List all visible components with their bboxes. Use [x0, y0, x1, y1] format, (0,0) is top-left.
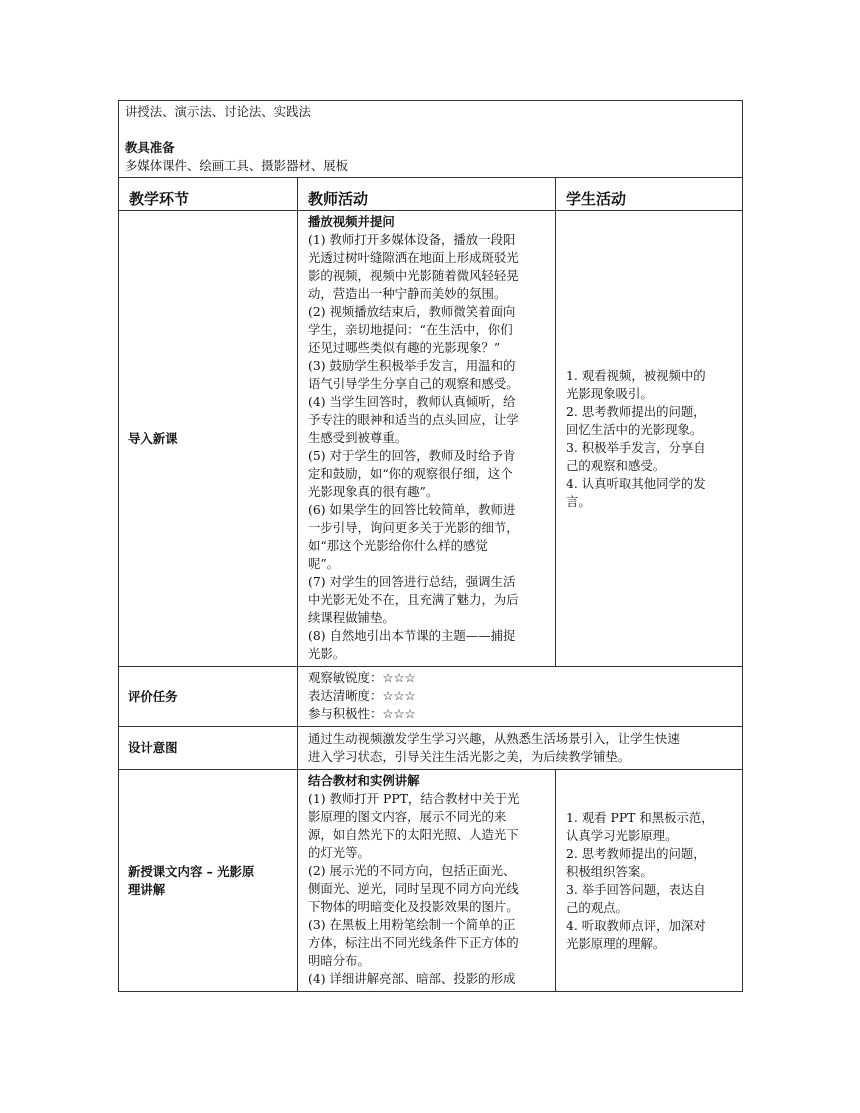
intro-teacher-line: 学生，亲切地提问：“在生活中，你们 [308, 322, 513, 337]
evaluation-item-name: 参与积极性： [308, 706, 383, 721]
lesson-teacher-line: 下物体的明暗变化及投影效果的图片。 [308, 899, 519, 914]
intro-teacher-line: (7) 对学生的回答进行总结，强调生活 [308, 574, 516, 589]
intro-teacher-line: 续课程做铺垫。 [308, 610, 395, 625]
intro-teacher-line: 语气引导学生分享自己的观察和感受。 [308, 376, 519, 391]
lesson-label-line: 理讲解 [128, 881, 166, 897]
intro-teacher-line: 光影。 [308, 646, 346, 661]
intro-teacher-line: 如“那这个光影给你什么样的感觉 [308, 538, 488, 553]
intro-label: 导入新课 [119, 211, 298, 667]
lesson-teacher-line: (3) 在黑板上用粉笔绘制一个简单的正 [308, 917, 516, 932]
intro-teacher-line: 一步引导，询问更多关于光影的细节， [308, 520, 519, 535]
intro-student-cell [556, 211, 743, 667]
intro-teacher-line: (3) 鼓励学生积极举手发言，用温和的 [308, 358, 516, 373]
intro-teacher-title: 播放视频并提问 [308, 214, 395, 229]
lesson-student-line: 认真学习光影原理。 [566, 827, 678, 843]
evaluation-items [308, 669, 732, 723]
intro-teacher-line: (2) 视频播放结束后，教师微笑着面向 [308, 304, 516, 319]
evaluation-item-name: 观察敏锐度： [308, 670, 383, 685]
intro-student-line: 言。 [566, 493, 591, 509]
intro-teacher-line: 呢”。 [308, 556, 340, 571]
intro-teacher-line: 动，营造出一种宁静而美妙的氛围。 [308, 286, 507, 301]
design-lines [308, 730, 732, 766]
lesson-teacher-lines [308, 790, 545, 988]
evaluation-item-name: 表达清晰度： [308, 688, 383, 703]
intro-teacher-line: 光影现象真的很有趣”。 [308, 484, 439, 499]
header-stage: 教学环节 [119, 178, 298, 211]
intro-teacher-lines [308, 231, 545, 663]
intro-teacher-line: 中光影无处不在，且充满了魅力，为后 [308, 592, 519, 607]
intro-student-line: 1. 观看视频，被视频中的 [566, 367, 706, 383]
intro-student-line: 2. 思考教师提出的问题， [566, 403, 706, 419]
methods-text: 讲授法、演示法、讨论法、实践法 [125, 104, 311, 119]
lesson-plan-table [118, 100, 743, 992]
header-student: 学生活动 [556, 178, 743, 211]
evaluation-label: 评价任务 [119, 667, 298, 727]
star-rating: ☆☆☆ [382, 670, 416, 685]
lesson-teacher-line: 方体，标注出不同光线条件下正方体的 [308, 935, 519, 950]
lesson-teacher-cell [298, 770, 556, 992]
header-teacher: 教师活动 [298, 178, 556, 211]
evaluation-cell [298, 667, 743, 727]
lesson-student-line: 3. 举手回答问题，表达自 [566, 881, 706, 897]
lesson-teacher-line: 侧面光、逆光，同时呈现不同方向光线 [308, 881, 519, 896]
intro-student-lines [566, 367, 732, 511]
intro-teacher-line: (4) 当学生回答时，教师认真倾听，给 [308, 394, 516, 409]
lesson-student-line: 2. 思考教师提出的问题， [566, 845, 706, 861]
intro-teacher-line: (1) 教师打开多媒体设备，播放一段阳 [308, 232, 516, 247]
lesson-row [119, 770, 743, 992]
intro-student-line: 光影现象吸引。 [566, 385, 653, 401]
lesson-teacher-line: 的灯光等。 [308, 845, 370, 860]
lesson-teacher-line: 源，如自然光下的太阳光照、人造光下 [308, 827, 519, 842]
lesson-teacher-line: 明暗分布。 [308, 953, 370, 968]
intro-teacher-line: (5) 对于学生的回答，教师及时给予肯 [308, 448, 516, 463]
lesson-student-cell [556, 770, 743, 992]
intro-student-line: 4. 认真听取其他同学的发 [566, 475, 706, 491]
intro-teacher-line: 还见过哪些类似有趣的光影现象？” [308, 340, 501, 355]
lesson-teacher-line: (1) 教师打开 PPT，结合教材中关于光 [308, 791, 520, 806]
lesson-teacher-line: (2) 展示光的不同方向，包括正面光、 [308, 863, 516, 878]
lesson-student-line: 光影原理的理解。 [566, 935, 666, 951]
design-line: 进入学习状态，引导关注生活光影之美，为后续教学铺垫。 [308, 748, 631, 764]
lesson-teacher-title: 结合教材和实例讲解 [308, 773, 420, 788]
header-row [119, 178, 743, 211]
methods-row [119, 101, 743, 178]
intro-teacher-line: 光透过树叶缝隙洒在地面上形成斑驳光 [308, 250, 519, 265]
intro-row [119, 211, 743, 667]
intro-student-line: 己的观察和感受。 [566, 457, 666, 473]
design-row [119, 727, 743, 770]
lesson-teacher-line: 影原理的图文内容，展示不同光的来 [308, 809, 507, 824]
evaluation-item [308, 687, 732, 705]
lesson-label-lines [128, 863, 292, 899]
lesson-student-line: 积极组织答案。 [566, 863, 653, 879]
intro-teacher-line: 生感受到被尊重。 [308, 430, 408, 445]
intro-teacher-line: 定和鼓励，如“你的观察很仔细，这个 [308, 466, 513, 481]
intro-teacher-line: 予专注的眼神和适当的点头回应，让学 [308, 412, 519, 427]
intro-student-line: 3. 积极举手发言，分享自 [566, 439, 706, 455]
evaluation-item [308, 705, 732, 723]
tools-heading: 教具准备 [125, 140, 175, 155]
design-label: 设计意图 [119, 727, 298, 770]
intro-teacher-line: (8) 自然地引出本节课的主题——捕捉 [308, 628, 516, 643]
star-rating: ☆☆☆ [382, 706, 416, 721]
methods-cell [119, 101, 743, 178]
design-cell [298, 727, 743, 770]
lesson-teacher-line: (4) 详细讲解亮部、暗部、投影的形成 [308, 971, 516, 986]
lesson-student-line: 己的观点。 [566, 899, 628, 915]
lesson-label [119, 770, 298, 992]
intro-student-line: 回忆生活中的光影现象。 [566, 421, 703, 437]
evaluation-row [119, 667, 743, 727]
intro-teacher-line: 影的视频，视频中光影随着微风轻轻晃 [308, 268, 519, 283]
lesson-student-line: 1. 观看 PPT 和黑板示范， [566, 809, 714, 825]
evaluation-item [308, 669, 732, 687]
intro-teacher-cell [298, 211, 556, 667]
lesson-label-line: 新授课文内容 – 光影原 [128, 863, 255, 879]
lesson-student-line: 4. 听取教师点评，加深对 [566, 917, 706, 933]
intro-teacher-line: (6) 如果学生的回答比较简单，教师进 [308, 502, 516, 517]
lesson-plan-page [118, 100, 742, 992]
lesson-student-lines [566, 809, 732, 953]
design-line: 通过生动视频激发学生学习兴趣，从熟悉生活场景引入，让学生快速 [308, 730, 680, 746]
tools-text: 多媒体课件、绘画工具、摄影器材、展板 [125, 158, 349, 173]
star-rating: ☆☆☆ [382, 688, 416, 703]
